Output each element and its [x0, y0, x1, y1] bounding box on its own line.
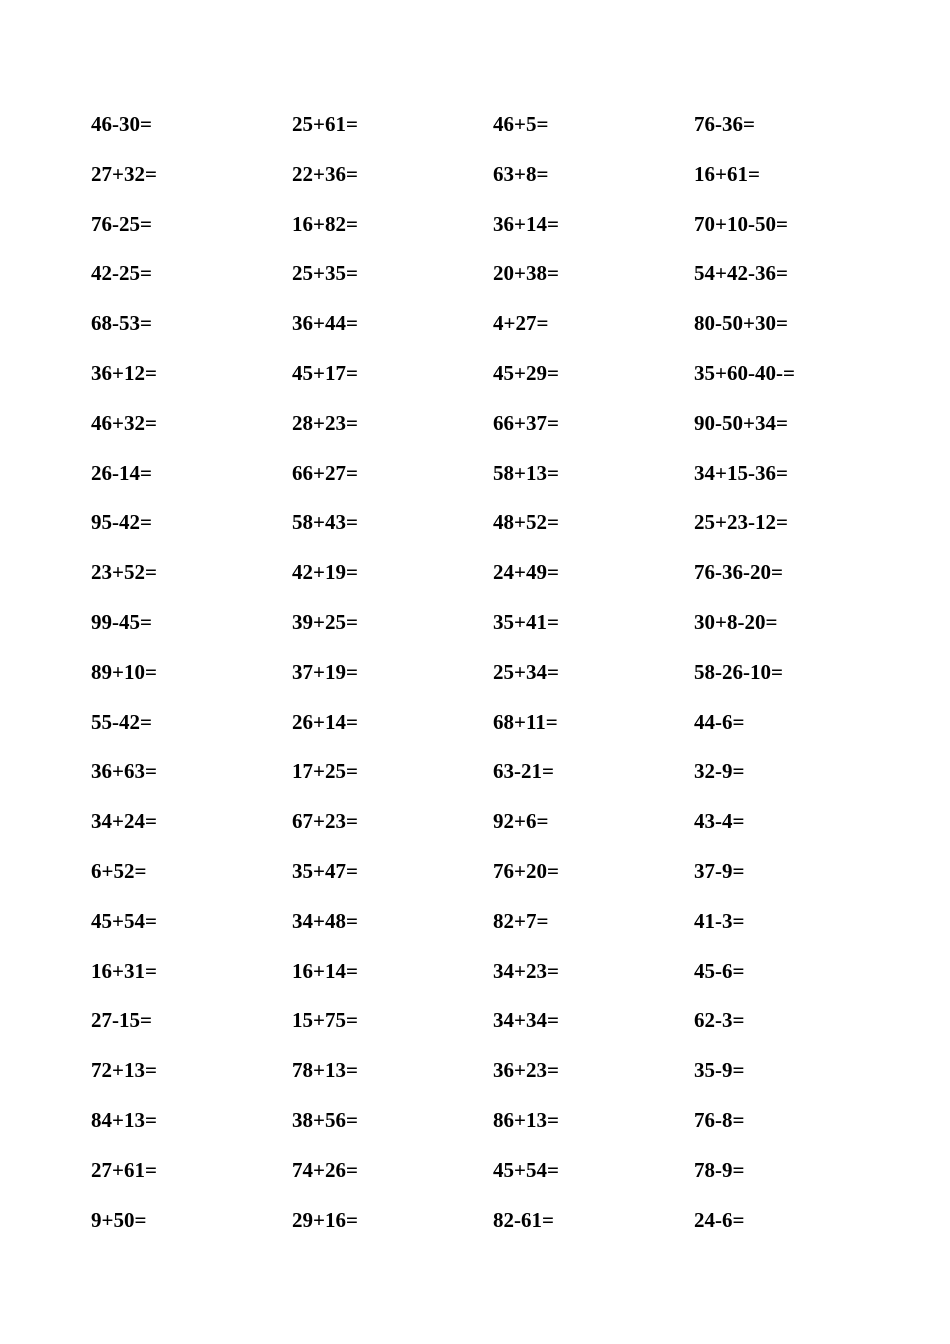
- math-problem: 70+10-50=: [694, 211, 788, 236]
- math-problem: 27-15=: [91, 1008, 152, 1033]
- math-problem: 92+6=: [493, 809, 549, 834]
- math-problem: 39+25=: [292, 609, 358, 634]
- math-problem: 34+15-36=: [694, 460, 788, 485]
- math-problem: 16+31=: [91, 958, 157, 983]
- math-problem: 38+56=: [292, 1107, 358, 1132]
- math-problem: 58+13=: [493, 460, 559, 485]
- math-problem: 74+26=: [292, 1157, 358, 1182]
- math-problem: 99-45=: [91, 609, 152, 634]
- math-problem: 89+10=: [91, 659, 157, 684]
- math-problem: 32-9=: [694, 759, 745, 784]
- math-problem: 26-14=: [91, 460, 152, 485]
- math-problem: 36+63=: [91, 759, 157, 784]
- math-problem: 25+23-12=: [694, 510, 788, 535]
- math-problem: 16+82=: [292, 211, 358, 236]
- math-problem: 42-25=: [91, 261, 152, 286]
- math-problem: 42+19=: [292, 560, 358, 585]
- math-problem: 25+61=: [292, 112, 358, 136]
- math-problem: 35+41=: [493, 609, 559, 634]
- math-problem: 44-6=: [694, 709, 745, 734]
- math-problem: 6+52=: [91, 858, 147, 883]
- math-problem: 36+12=: [91, 360, 157, 385]
- math-problem: 86+13=: [493, 1107, 559, 1132]
- math-problem: 15+75=: [292, 1008, 358, 1033]
- math-problem: 35+60-40-=: [694, 360, 795, 385]
- math-problem: 34+48=: [292, 908, 358, 933]
- math-problem: 25+34=: [493, 659, 559, 684]
- math-problem: 27+61=: [91, 1157, 157, 1182]
- math-problem: 9+50=: [91, 1207, 147, 1232]
- math-problem: 24-6=: [694, 1207, 745, 1232]
- math-problem: 36+44=: [292, 311, 358, 336]
- math-problem: 76-8=: [694, 1107, 745, 1132]
- math-problem: 84+13=: [91, 1107, 157, 1132]
- math-problem: 78-9=: [694, 1157, 745, 1182]
- math-problem: 66+37=: [493, 410, 559, 435]
- math-problem: 45-6=: [694, 958, 745, 983]
- math-problem: 45+17=: [292, 360, 358, 385]
- math-problem: 95-42=: [91, 510, 152, 535]
- math-problem: 26+14=: [292, 709, 358, 734]
- math-problem: 28+23=: [292, 410, 358, 435]
- math-problem: 30+8-20=: [694, 609, 778, 634]
- math-problem: 80-50+30=: [694, 311, 788, 336]
- math-problem: 58+43=: [292, 510, 358, 535]
- math-problem: 82-61=: [493, 1207, 554, 1232]
- math-problem: 25+35=: [292, 261, 358, 286]
- math-problem: 43-4=: [694, 809, 745, 834]
- math-problem: 72+13=: [91, 1058, 157, 1083]
- math-problem: 63+8=: [493, 161, 549, 186]
- math-problem: 46+32=: [91, 410, 157, 435]
- math-problem: 68-53=: [91, 311, 152, 336]
- math-problem: 76-36=: [694, 112, 755, 136]
- math-problem: 55-42=: [91, 709, 152, 734]
- math-problem: 29+16=: [292, 1207, 358, 1232]
- math-problem: 82+7=: [493, 908, 549, 933]
- math-problem: 46-30=: [91, 112, 152, 136]
- math-problem: 76-25=: [91, 211, 152, 236]
- math-problem: 16+14=: [292, 958, 358, 983]
- math-problem: 58-26-10=: [694, 659, 783, 684]
- math-problem: 62-3=: [694, 1008, 745, 1033]
- math-problem: 24+49=: [493, 560, 559, 585]
- problem-grid: [91, 109, 895, 1254]
- math-problem: 16+61=: [694, 161, 760, 186]
- math-problem: 76-36-20=: [694, 560, 783, 585]
- math-problem: 68+11=: [493, 709, 558, 734]
- math-problem: 48+52=: [493, 510, 559, 535]
- math-problem: 17+25=: [292, 759, 358, 784]
- math-problem: 54+42-36=: [694, 261, 788, 286]
- math-problem: 78+13=: [292, 1058, 358, 1083]
- math-problem: 4+27=: [493, 311, 549, 336]
- math-problem: 36+14=: [493, 211, 559, 236]
- math-problem: 45+54=: [493, 1157, 559, 1182]
- math-problem: 36+23=: [493, 1058, 559, 1083]
- math-problem: 34+24=: [91, 809, 157, 834]
- math-problem: 37-9=: [694, 858, 745, 883]
- math-problem: 34+23=: [493, 958, 559, 983]
- math-problem: 35+47=: [292, 858, 358, 883]
- math-problem: 41-3=: [694, 908, 745, 933]
- math-problem: 45+29=: [493, 360, 559, 385]
- math-problem: 23+52=: [91, 560, 157, 585]
- math-problem: 63-21=: [493, 759, 554, 784]
- math-problem: 76+20=: [493, 858, 559, 883]
- math-problem: 37+19=: [292, 659, 358, 684]
- math-problem: 66+27=: [292, 460, 358, 485]
- math-problem: 67+23=: [292, 809, 358, 834]
- math-problem: 90-50+34=: [694, 410, 788, 435]
- math-problem: 35-9=: [694, 1058, 745, 1083]
- math-problem: 20+38=: [493, 261, 559, 286]
- math-problem: 34+34=: [493, 1008, 559, 1033]
- math-problem: 22+36=: [292, 161, 358, 186]
- math-problem: 27+32=: [91, 161, 157, 186]
- math-problem: 46+5=: [493, 112, 549, 136]
- math-problem: 45+54=: [91, 908, 157, 933]
